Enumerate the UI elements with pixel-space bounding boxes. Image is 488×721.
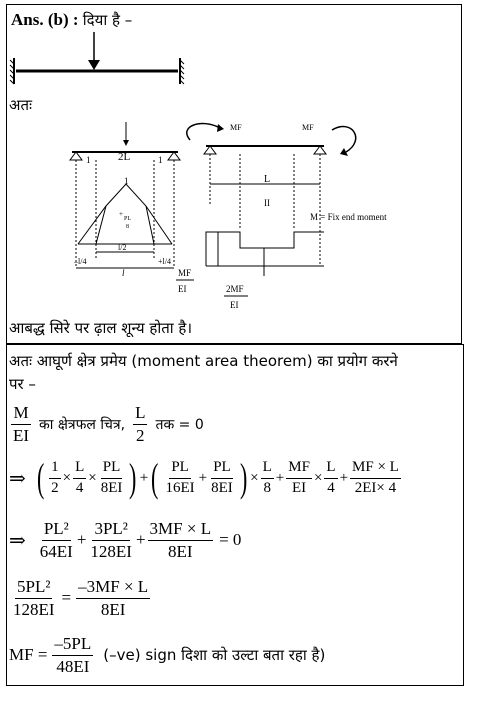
frac-two: 2	[136, 425, 145, 445]
e1n: MF × L	[350, 460, 401, 479]
bmd-diagram	[66, 118, 186, 278]
result-num: –5PL	[52, 635, 93, 656]
t3d: 8EI	[168, 541, 193, 561]
dim-total: l	[122, 268, 125, 278]
tak-text: तक = 0	[155, 416, 204, 433]
t2d: 128EI	[90, 541, 132, 561]
dim-left: –l/4	[74, 257, 87, 266]
mf-right: MF	[302, 123, 314, 132]
b2d: 8EI	[211, 479, 233, 496]
ratio2-den: EI	[230, 300, 239, 310]
peak-label: 1	[124, 176, 129, 186]
statement-fixed-end: आबद्ध सिरे पर ढ़ाल शून्य होता है।	[9, 319, 193, 337]
e1d: 2EI× 4	[354, 479, 397, 496]
pin-right-label: 1	[158, 155, 163, 165]
d2d: 4	[327, 479, 335, 496]
c1d: 8	[263, 479, 271, 496]
fem-diagram	[176, 116, 412, 316]
load-label: 2L	[118, 151, 131, 163]
frac-m: M	[11, 404, 30, 425]
a2d: 4	[75, 479, 84, 496]
b2n: PL	[211, 460, 233, 479]
d1n: MF	[286, 460, 312, 479]
t3n: 3MF × L	[148, 520, 214, 541]
a1n: 1	[49, 460, 61, 479]
a1d: 2	[51, 479, 59, 496]
implies-arrow-2: ⇒	[9, 529, 26, 552]
pin-left-label: 1	[86, 155, 91, 165]
mf-lhs: MF =	[9, 645, 48, 665]
a2n: L	[73, 460, 86, 479]
statement-theorem: अतः आघूर्ण क्षेत्र प्रमेय (moment area theorem) का प्रयोग करने	[9, 352, 398, 370]
equation-result	[9, 635, 325, 676]
equation-simplify: ⇒ $\frac{\text{PL²}}{64EI}$ + $\frac{\text{3PL²}}{128EI}$ + $\frac{3MF \times L}{8EI}$ = 0	[9, 519, 242, 561]
ratio2-num: 2MF	[226, 284, 244, 294]
frac-ei: EI	[13, 425, 30, 445]
sign-note: (–ve) sign दिशा को उल्टा बता रहा है)	[103, 646, 326, 665]
span-label: L	[264, 174, 271, 185]
equation-equate: $\frac{\text{5PL²}}{128EI}$ = $\frac{-3MF \times L}{8EI}$	[13, 577, 149, 619]
statement-theorem-cont: पर –	[9, 375, 36, 393]
dim-right: +l/4	[158, 257, 171, 266]
mid-den: 8	[126, 224, 129, 230]
given-text: दिया है –	[82, 11, 133, 29]
mid-pl: PL	[124, 216, 132, 222]
atah-label: अतः	[9, 96, 33, 114]
equation-expand: ⇒ ( $\frac{1}{2}$ × $\frac{L}{4}$ × $\frac{PL}{8EI}$ ) + ( $\frac{PL}{16EI}$ + $\frac{PL}{8EI}$ ) × $\frac{L}{8}$ + $\frac{MF}{EI}$ × $\frac{L}{4}$ + $\frac{MF \times L}{2EI\times 4}$	[9, 455, 399, 500]
l4-ld: 128EI	[13, 599, 55, 619]
fix-note: M = Fix end moment	[310, 212, 387, 222]
t2n: 3PL²	[92, 520, 129, 541]
c1n: L	[261, 460, 274, 479]
a3n: PL	[101, 460, 123, 479]
a3d: 8EI	[100, 479, 123, 496]
d1d: EI	[292, 479, 307, 496]
ratio1-num: MF	[178, 268, 192, 278]
answer-label: Ans. (b) :	[11, 10, 79, 29]
frac-l: L	[133, 404, 147, 425]
fixed-beam-diagram	[8, 30, 188, 90]
d2n: L	[324, 460, 337, 479]
l4-ln: 5PL²	[15, 578, 52, 599]
result-den: 48EI	[56, 656, 90, 676]
dim-mid: l/2	[118, 243, 127, 252]
equation-area	[9, 404, 204, 445]
t1d: 64EI	[39, 541, 73, 561]
implies-arrow: ⇒	[9, 467, 26, 490]
mid-sign: +	[119, 210, 123, 218]
roman-label: II	[264, 198, 270, 208]
b1n: PL	[169, 460, 191, 479]
eq-zero: = 0	[219, 530, 242, 550]
ratio1-den: EI	[178, 284, 187, 294]
l4-rn: –3MF × L	[76, 578, 150, 599]
l4-rd: 8EI	[100, 599, 126, 619]
area-text: का क्षेत्रफल चित्र,	[39, 416, 126, 433]
b1d: 16EI	[165, 479, 195, 496]
t1n: PL²	[42, 520, 71, 541]
mf-left: MF	[230, 123, 242, 132]
